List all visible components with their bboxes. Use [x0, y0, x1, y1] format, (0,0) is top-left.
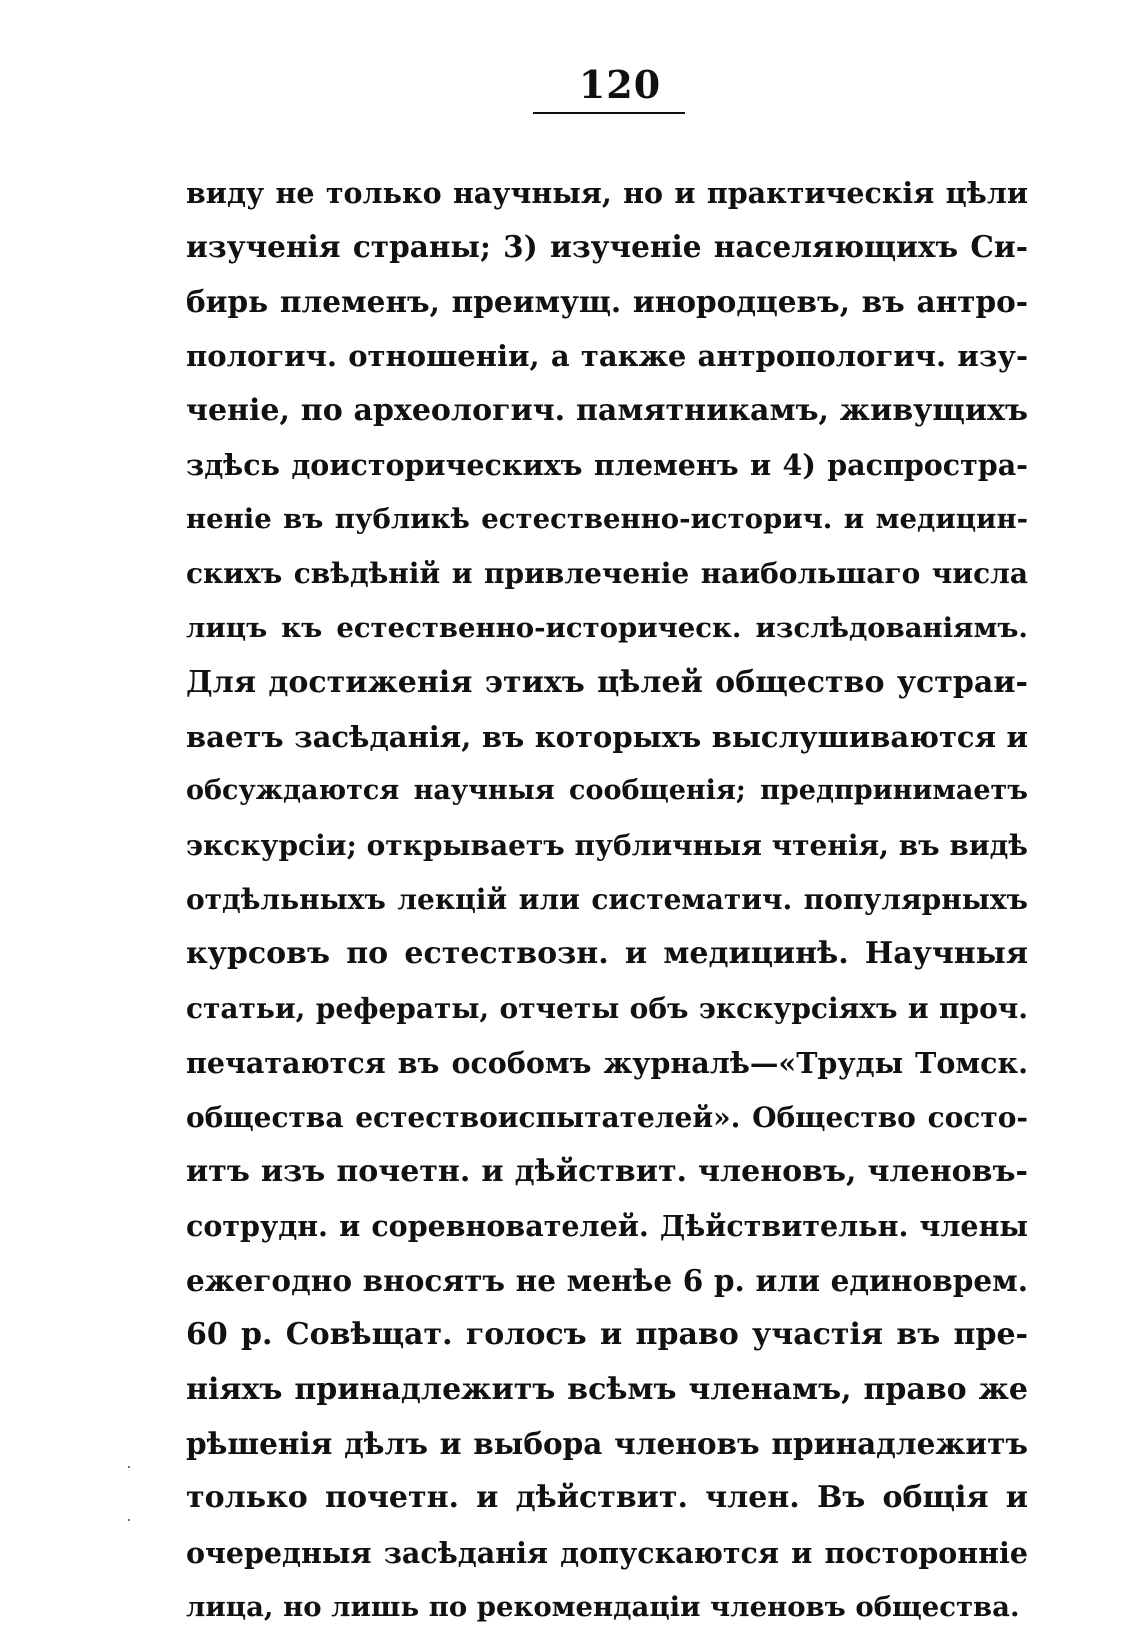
text-line: рѣшенія дѣлъ и выбора членовъ принадлежитъ [186, 1425, 1028, 1461]
text-line: неніе въ публикѣ естественно-историч. и медицин- [186, 503, 1028, 536]
text-line: отдѣльныхъ лекцій или систематич. популярныхъ [186, 883, 1028, 917]
text-line: статьи, рефераты, отчеты объ экскурсіяхъ и проч. [186, 991, 1028, 1025]
text-line: скихъ свѣдѣній и привлеченіе наибольшаго числа [186, 556, 1028, 590]
text-line: курсовъ по естествозн. и медицинѣ. Научныя [186, 936, 1028, 972]
text-line: здѣсь доисторическихъ племенъ и 4) распростра- [186, 447, 1028, 482]
body-text [186, 166, 1028, 1635]
text-line: лица, но лишь по рекомендаціи членовъ общества. [186, 1591, 1020, 1624]
text-line: сотрудн. и соревнователей. Дѣйствительн. члены [186, 1209, 1028, 1244]
text-line: экскурсіи; открываетъ публичныя чтенія, въ видѣ [186, 828, 1028, 862]
text-line: лицъ къ естественно-историческ. изслѣдованіямъ. [186, 612, 1028, 645]
text-line: общества естествоиспытателей». Общество состо- [186, 1100, 1028, 1134]
page-number: 120 [578, 62, 662, 107]
text-line: 60 р. Совѣщат. голосъ и право участія въ пре- [186, 1317, 1028, 1353]
text-line: Для достиженія этихъ цѣлей общество устраи- [186, 664, 1028, 700]
scan-speck [128, 1466, 130, 1468]
text-line: пологич. отношеніи, а также антропологич. изу- [186, 339, 1028, 374]
text-line: ваетъ засѣданія, въ которыхъ выслушиваются и [186, 719, 1028, 754]
text-line: ченіе, по археологич. памятникамъ, живущихъ [186, 392, 1028, 428]
text-line: печатаются въ особомъ журналѣ—«Труды Томск. [186, 1046, 1028, 1081]
text-line: изученія страны; 3) изученіе населяющихъ Си- [186, 229, 1028, 265]
text-line: бирь племенъ, преимущ. инородцевъ, въ антро- [186, 283, 1028, 319]
text-line: только почетн. и дѣйствит. член. Въ общія и [186, 1480, 1028, 1516]
header-rule [533, 112, 685, 114]
text-line: виду не только научныя, но и практическія цѣли [186, 176, 1028, 210]
text-line: итъ изъ почетн. и дѣйствит. членовъ, членовъ- [186, 1154, 1028, 1190]
text-line: обсуждаются научныя сообщенія; предпринимаетъ [186, 775, 1028, 807]
text-line: ніяхъ принадлежитъ всѣмъ членамъ, право же [186, 1371, 1028, 1407]
text-line: ежегодно вносятъ не менѣе 6 р. или единоврем. [186, 1262, 1028, 1298]
text-line: очередныя засѣданія допускаются и посторонніе [186, 1535, 1028, 1570]
scan-speck [128, 1519, 130, 1521]
